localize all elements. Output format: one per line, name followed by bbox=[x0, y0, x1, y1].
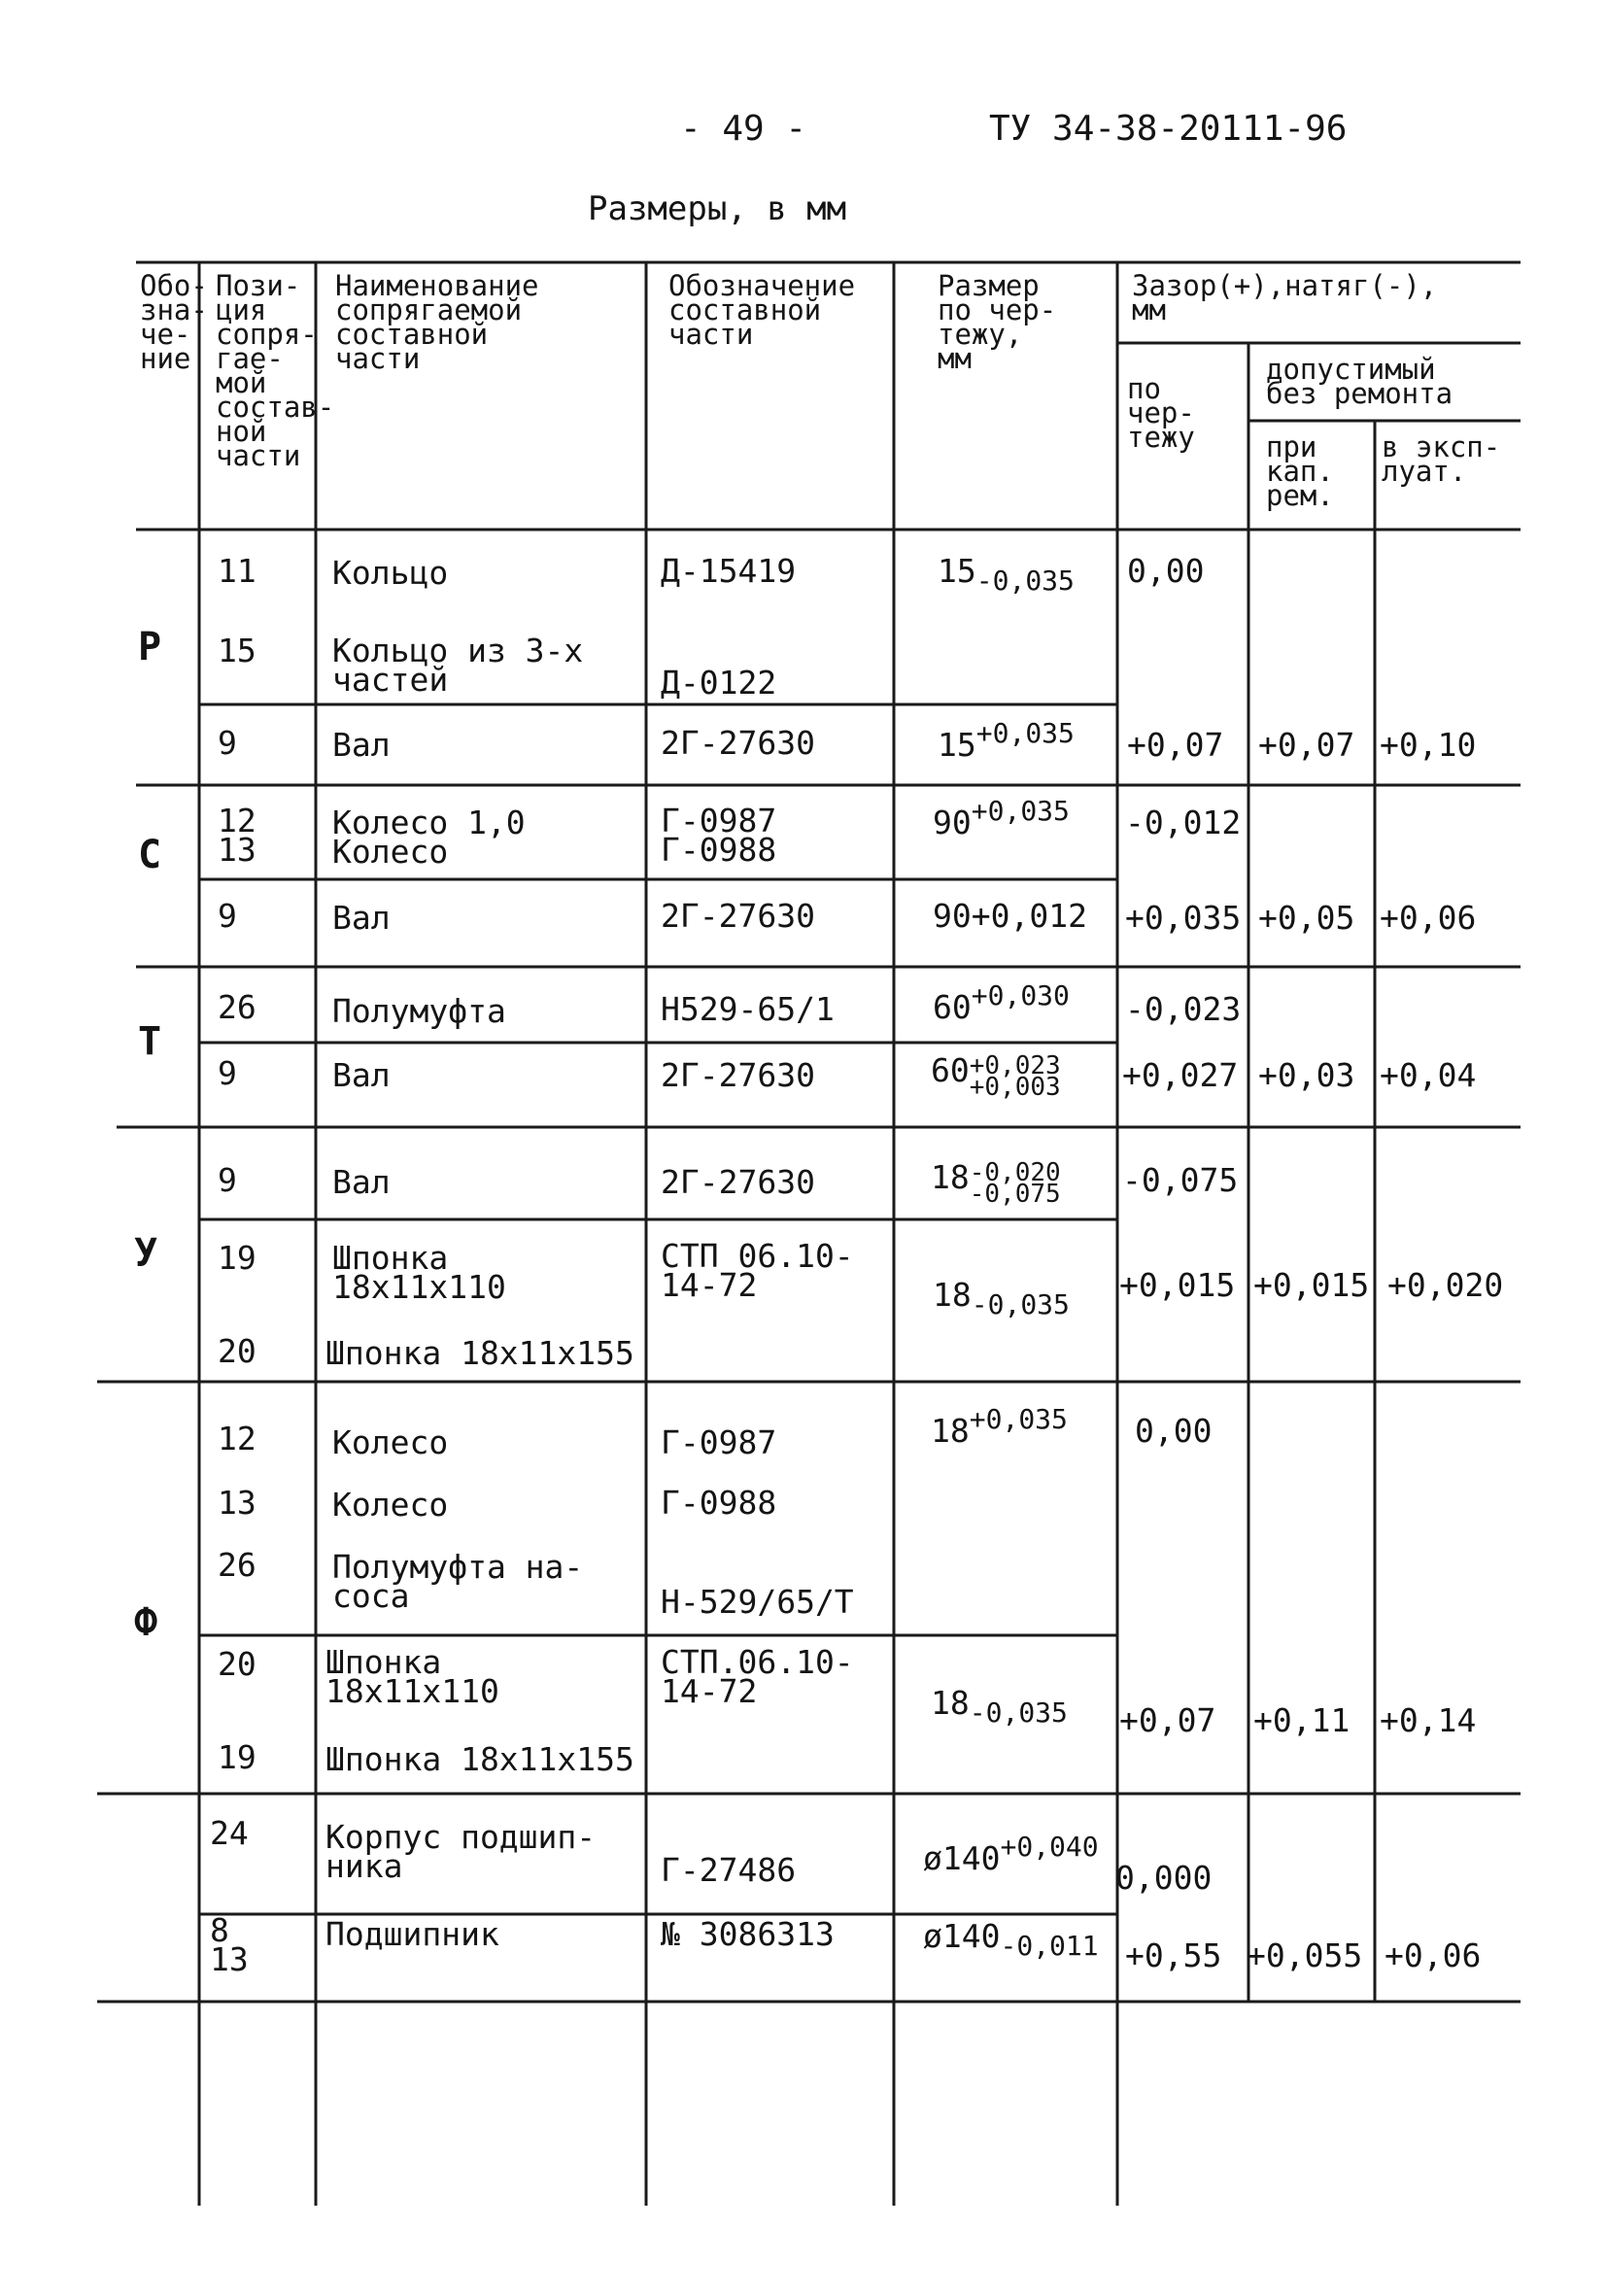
position-cell: 19 bbox=[218, 1239, 256, 1277]
part-name-cell: Полумуфта bbox=[332, 992, 506, 1030]
position-cell: 24 bbox=[210, 1814, 249, 1852]
header-at-overhaul: при кап. рем. bbox=[1266, 430, 1334, 512]
position-cell: 8 13 bbox=[210, 1911, 249, 1979]
part-name-cell: Кольцо из 3-х частей bbox=[332, 632, 584, 700]
part-name-cell: Шпонка 18x11x110 bbox=[325, 1643, 499, 1711]
part-code-cell: 2Г-27630 bbox=[661, 1163, 815, 1201]
part-code-cell: СТП 06.10- 14-72 bbox=[661, 1237, 854, 1305]
part-name-cell: Шпонка 18x11x110 bbox=[332, 1239, 506, 1307]
part-name-cell: Колесо 1,0 Колесо bbox=[332, 804, 526, 872]
drawing-size-cell: 90+0,012 bbox=[933, 897, 1087, 935]
clearance-operation-cell: +0,14 bbox=[1380, 1701, 1477, 1739]
part-code-cell: 2Г-27630 bbox=[661, 897, 815, 935]
drawing-size-cell: $15^{+0,035}$ bbox=[938, 717, 1075, 764]
clearance-operation-cell: +0,10 bbox=[1380, 726, 1477, 764]
position-cell: 13 bbox=[218, 1484, 256, 1522]
header-clearance-allowed: допустимый без ремонта bbox=[1266, 353, 1453, 410]
position-cell: 26 bbox=[218, 1546, 256, 1584]
group-label: Ф bbox=[134, 1600, 158, 1645]
header-clearance: Зазор(+),натяг(-), мм bbox=[1132, 269, 1438, 326]
drawing-size-cell: $90^{+0,035}$ bbox=[933, 795, 1070, 841]
drawing-size-cell: $ø140_{-0,011}$ bbox=[923, 1917, 1099, 1962]
part-name-cell: Подшипник bbox=[325, 1915, 499, 1953]
position-cell: 9 bbox=[218, 1054, 237, 1092]
clearance-drawing-cell: +0,015 bbox=[1119, 1266, 1236, 1304]
header-drawing-size: Размер по чер- тежу, мм bbox=[938, 269, 1057, 375]
clearance-drawing-cell: +0,027 bbox=[1122, 1056, 1239, 1094]
position-cell: 20 bbox=[218, 1645, 256, 1683]
clearance-overhaul-cell: +0,055 bbox=[1247, 1936, 1363, 1974]
part-name-cell: Вал bbox=[332, 1056, 391, 1094]
part-code-cell: Г-0987 Г-0988 bbox=[661, 802, 777, 870]
header-clearance-drawing: по чер- тежу bbox=[1127, 372, 1195, 454]
position-cell: 15 bbox=[218, 632, 256, 669]
clearance-operation-cell: +0,020 bbox=[1387, 1266, 1504, 1304]
clearance-overhaul-cell: +0,05 bbox=[1258, 899, 1355, 937]
part-code-cell: Г-0988 bbox=[661, 1484, 777, 1522]
clearance-drawing-cell: -0,023 bbox=[1125, 990, 1242, 1028]
part-name-cell: Полумуфта на- соса bbox=[332, 1548, 584, 1616]
clearance-overhaul-cell: +0,07 bbox=[1258, 726, 1355, 764]
clearance-overhaul-cell: +0,11 bbox=[1253, 1701, 1351, 1739]
part-name-cell: Шпонка 18x11x155 bbox=[325, 1740, 634, 1778]
document-code: ТУ 34-38-20111-96 bbox=[989, 109, 1348, 149]
position-cell: 11 bbox=[218, 552, 256, 590]
header-position: Пози- ция сопря- гае- мой состав- ной части bbox=[216, 269, 335, 472]
group-label: Р bbox=[138, 625, 162, 669]
part-code-cell: Н-529/65/Т bbox=[661, 1583, 854, 1621]
clearance-drawing-cell: +0,07 bbox=[1127, 726, 1224, 764]
group-label: С bbox=[138, 833, 162, 877]
part-name-cell: Колесо bbox=[332, 1486, 449, 1524]
clearance-drawing-cell: +0,55 bbox=[1125, 1936, 1222, 1974]
part-name-cell: Вал bbox=[332, 899, 391, 937]
drawing-size-cell: $15_{-0,035}$ bbox=[938, 552, 1075, 597]
position-cell: 9 bbox=[218, 724, 237, 762]
part-name-cell: Вал bbox=[332, 726, 391, 764]
part-code-cell: Н529-65/1 bbox=[661, 990, 835, 1028]
header-name: Наименование сопрягаемой составной части bbox=[335, 269, 539, 375]
part-code-cell: Г-27486 bbox=[661, 1851, 797, 1889]
clearance-drawing-cell: 0,00 bbox=[1127, 552, 1205, 590]
clearance-operation-cell: +0,06 bbox=[1385, 1936, 1482, 1974]
part-code-cell: Г-0987 bbox=[661, 1423, 777, 1461]
position-cell: 12 bbox=[218, 1420, 256, 1457]
clearance-overhaul-cell: +0,03 bbox=[1258, 1056, 1355, 1094]
drawing-size-cell: $18_{-0,035}$ bbox=[933, 1276, 1070, 1320]
part-code-cell: 2Г-27630 bbox=[661, 724, 815, 762]
position-cell: 20 bbox=[218, 1332, 256, 1370]
part-name-cell: Корпус подшип- ника bbox=[325, 1818, 597, 1886]
clearance-drawing-cell: -0,075 bbox=[1122, 1161, 1239, 1199]
header-designation: Обо- зна- че- ние bbox=[140, 269, 208, 375]
page-number: - 49 - bbox=[680, 109, 807, 149]
group-label: У bbox=[134, 1231, 158, 1276]
drawing-size-cell: $18^{+0,035}$ bbox=[931, 1403, 1068, 1450]
part-name-cell: Вал bbox=[332, 1163, 391, 1201]
clearance-drawing-cell: 0,000 bbox=[1115, 1859, 1213, 1897]
part-code-cell: 2Г-27630 bbox=[661, 1056, 815, 1094]
part-name-cell: Шпонка 18x11x155 bbox=[325, 1334, 634, 1372]
header-part-code: Обозначение составной части bbox=[668, 269, 856, 351]
part-code-cell: Д-15419 bbox=[661, 552, 797, 590]
part-name-cell: Колесо bbox=[332, 1423, 449, 1461]
clearance-overhaul-cell: +0,015 bbox=[1253, 1266, 1370, 1304]
position-cell: 9 bbox=[218, 897, 237, 935]
part-code-cell: № 3086313 bbox=[661, 1915, 835, 1953]
clearance-drawing-cell: 0,00 bbox=[1135, 1412, 1213, 1450]
part-name-cell: Кольцо bbox=[332, 554, 449, 592]
drawing-size-cell: 60+0,023 +0,003 bbox=[931, 1051, 1061, 1103]
group-label: Т bbox=[138, 1019, 162, 1064]
drawing-size-cell: $18_{-0,035}$ bbox=[931, 1684, 1068, 1729]
drawing-size-cell: $60^{+0,030}$ bbox=[933, 979, 1070, 1026]
table-horizontal-rules bbox=[97, 262, 1521, 2002]
part-code-cell: СТП.06.10- 14-72 bbox=[661, 1643, 854, 1711]
part-code-cell: Д-0122 bbox=[661, 664, 777, 702]
clearance-drawing-cell: -0,012 bbox=[1125, 804, 1242, 841]
drawing-size-cell: $ø140^{+0,040}$ bbox=[923, 1831, 1099, 1877]
drawing-size-cell: 18-0,020 -0,075 bbox=[931, 1158, 1061, 1210]
clearance-operation-cell: +0,04 bbox=[1380, 1056, 1477, 1094]
clearance-drawing-cell: +0,035 bbox=[1125, 899, 1242, 937]
clearance-operation-cell: +0,06 bbox=[1380, 899, 1477, 937]
position-cell: 19 bbox=[218, 1738, 256, 1776]
clearance-drawing-cell: +0,07 bbox=[1119, 1701, 1216, 1739]
header-in-operation: в эксп- луат. bbox=[1382, 430, 1501, 488]
position-cell: 12 13 bbox=[218, 802, 256, 870]
units-caption: Размеры, в мм bbox=[588, 189, 847, 228]
position-cell: 26 bbox=[218, 988, 256, 1026]
position-cell: 9 bbox=[218, 1161, 237, 1199]
